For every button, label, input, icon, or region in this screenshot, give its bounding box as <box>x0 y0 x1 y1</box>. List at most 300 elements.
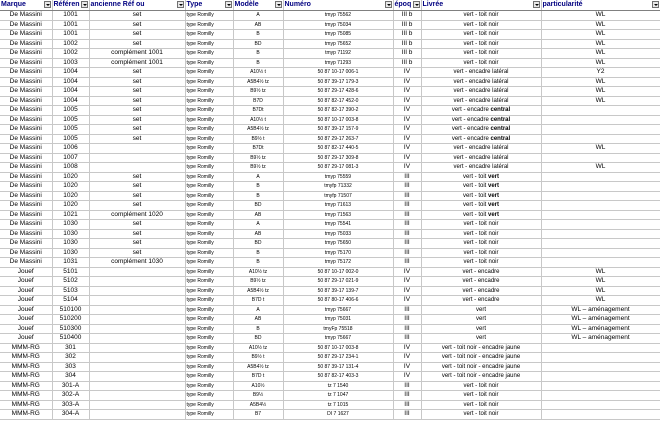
cell-marque[interactable]: Jouef <box>0 267 52 277</box>
cell-liv[interactable]: vert - toit noir - encadre jaune <box>421 372 541 382</box>
cell-marque[interactable]: MMM-RG <box>0 353 52 363</box>
cell-type[interactable]: type Romilly <box>185 315 233 325</box>
cell-anc[interactable]: set <box>89 30 185 40</box>
cell-ep[interactable]: IV <box>393 153 421 163</box>
cell-num[interactable]: 50 87 29-17 309-8 <box>283 153 393 163</box>
cell-mod[interactable]: AB <box>233 229 283 239</box>
cell-num[interactable]: tmyp 75562 <box>283 11 393 21</box>
filter-dropdown-icon[interactable] <box>81 1 88 8</box>
cell-liv[interactable]: vert - encadre latéral <box>421 96 541 106</box>
cell-mod[interactable]: B <box>233 30 283 40</box>
cell-type[interactable]: type Romilly <box>185 87 233 97</box>
cell-num[interactable]: tmyp 75650 <box>283 239 393 249</box>
cell-mod[interactable]: B9½ <box>233 391 283 401</box>
cell-liv[interactable]: vert - toit noir <box>421 58 541 68</box>
cell-part[interactable]: WL <box>541 49 660 59</box>
cell-type[interactable]: type Romilly <box>185 39 233 49</box>
cell-liv[interactable]: vert - encadre latéral <box>421 163 541 173</box>
cell-type[interactable]: type Romilly <box>185 30 233 40</box>
cell-ref[interactable]: 1020 <box>52 172 89 182</box>
cell-num[interactable]: tmyp 75541 <box>283 220 393 230</box>
cell-ref[interactable]: 1008 <box>52 163 89 173</box>
cell-anc[interactable] <box>89 362 185 372</box>
cell-type[interactable]: type Romilly <box>185 182 233 192</box>
cell-liv[interactable]: vert - encadre <box>421 277 541 287</box>
cell-mod[interactable]: B9½ t <box>233 134 283 144</box>
cell-anc[interactable]: set <box>89 106 185 116</box>
cell-mod[interactable]: B <box>233 49 283 59</box>
cell-anc[interactable]: set <box>89 182 185 192</box>
cell-marque[interactable]: Jouef <box>0 277 52 287</box>
cell-type[interactable]: type Romilly <box>185 115 233 125</box>
cell-part[interactable]: WL – aménagement <box>541 324 660 334</box>
cell-marque[interactable]: De Massini <box>0 58 52 68</box>
cell-ref[interactable]: 1031 <box>52 258 89 268</box>
cell-num[interactable]: tz 7 1047 <box>283 391 393 401</box>
cell-part[interactable]: WL <box>541 58 660 68</box>
cell-part[interactable]: WL – aménagement <box>541 315 660 325</box>
cell-num[interactable]: tmyp 71192 <box>283 49 393 59</box>
cell-ref[interactable]: 1030 <box>52 239 89 249</box>
cell-ep[interactable]: III <box>393 239 421 249</box>
cell-ep[interactable]: III <box>393 381 421 391</box>
cell-marque[interactable]: De Massini <box>0 87 52 97</box>
cell-anc[interactable]: set <box>89 239 185 249</box>
cell-liv[interactable]: vert - toit noir <box>421 239 541 249</box>
cell-num[interactable]: 50 87 39-17 179-3 <box>283 77 393 87</box>
cell-num[interactable]: 50 87 39-17 131-4 <box>283 362 393 372</box>
cell-liv[interactable]: vert <box>421 305 541 315</box>
cell-part[interactable] <box>541 115 660 125</box>
cell-num[interactable]: tmyp 75667 <box>283 305 393 315</box>
cell-type[interactable]: type Romilly <box>185 144 233 154</box>
cell-ep[interactable]: IV <box>393 115 421 125</box>
cell-mod[interactable]: B <box>233 182 283 192</box>
cell-ref[interactable]: 1001 <box>52 11 89 21</box>
cell-num[interactable]: tmyp 71563 <box>283 210 393 220</box>
cell-part[interactable] <box>541 239 660 249</box>
cell-anc[interactable]: set <box>89 115 185 125</box>
cell-liv[interactable]: vert - encadre central <box>421 115 541 125</box>
cell-liv[interactable]: vert - encadre latéral <box>421 77 541 87</box>
cell-part[interactable]: WL <box>541 20 660 30</box>
cell-marque[interactable]: Jouef <box>0 286 52 296</box>
cell-liv[interactable]: vert <box>421 315 541 325</box>
cell-mod[interactable]: A10½ t <box>233 68 283 78</box>
cell-liv[interactable]: vert - toit noir <box>421 381 541 391</box>
cell-ep[interactable]: III <box>393 248 421 258</box>
cell-part[interactable]: WL <box>541 11 660 21</box>
cell-marque[interactable]: MMM-RG <box>0 362 52 372</box>
cell-ref[interactable]: 1004 <box>52 96 89 106</box>
cell-num[interactable]: 50 87 29-17 021-9 <box>283 277 393 287</box>
cell-type[interactable]: type Romilly <box>185 343 233 353</box>
cell-liv[interactable]: vert - toit noir <box>421 229 541 239</box>
filter-dropdown-icon[interactable] <box>44 1 51 8</box>
cell-ref[interactable]: 1004 <box>52 68 89 78</box>
cell-type[interactable]: type Romilly <box>185 191 233 201</box>
cell-liv[interactable]: vert - toit noir - encadre jaune <box>421 353 541 363</box>
cell-marque[interactable]: De Massini <box>0 153 52 163</box>
cell-liv[interactable]: vert - toit noir - encadre jaune <box>421 343 541 353</box>
cell-ref[interactable]: 5103 <box>52 286 89 296</box>
cell-ep[interactable]: III <box>393 201 421 211</box>
cell-anc[interactable] <box>89 153 185 163</box>
cell-liv[interactable]: vert - encadre latéral <box>421 153 541 163</box>
cell-num[interactable]: 50 87 82-17 403-3 <box>283 372 393 382</box>
cell-type[interactable]: type Romilly <box>185 381 233 391</box>
cell-mod[interactable]: A10½ t <box>233 115 283 125</box>
cell-ref[interactable]: 510400 <box>52 334 89 344</box>
cell-liv[interactable]: vert - encadre latéral <box>421 144 541 154</box>
cell-anc[interactable]: set <box>89 68 185 78</box>
filter-dropdown-icon[interactable] <box>225 1 232 8</box>
cell-marque[interactable]: De Massini <box>0 182 52 192</box>
cell-anc[interactable]: set <box>89 201 185 211</box>
cell-marque[interactable]: De Massini <box>0 11 52 21</box>
cell-ref[interactable]: 5102 <box>52 277 89 287</box>
cell-num[interactable]: 50 87 82-17 440-5 <box>283 144 393 154</box>
cell-ep[interactable]: III <box>393 220 421 230</box>
cell-marque[interactable]: Jouef <box>0 296 52 306</box>
cell-anc[interactable] <box>89 296 185 306</box>
cell-ep[interactable]: IV <box>393 286 421 296</box>
cell-part[interactable]: WL <box>541 163 660 173</box>
cell-part[interactable] <box>541 201 660 211</box>
cell-ep[interactable]: IV <box>393 267 421 277</box>
cell-ref[interactable]: 1020 <box>52 201 89 211</box>
cell-mod[interactable]: B9½ tz <box>233 163 283 173</box>
cell-type[interactable]: type Romilly <box>185 372 233 382</box>
cell-mod[interactable]: A <box>233 305 283 315</box>
cell-num[interactable]: tmyp 75652 <box>283 39 393 49</box>
cell-part[interactable]: WL <box>541 39 660 49</box>
cell-part[interactable] <box>541 191 660 201</box>
cell-marque[interactable]: De Massini <box>0 20 52 30</box>
cell-ref[interactable]: 1006 <box>52 144 89 154</box>
cell-liv[interactable]: vert - toit noir <box>421 20 541 30</box>
cell-part[interactable]: WL <box>541 30 660 40</box>
cell-ep[interactable]: III <box>393 391 421 401</box>
cell-part[interactable]: WL <box>541 296 660 306</box>
cell-liv[interactable]: vert - encadre latéral <box>421 87 541 97</box>
cell-anc[interactable] <box>89 400 185 410</box>
cell-num[interactable]: tmyp 75033 <box>283 229 393 239</box>
cell-num[interactable]: tmyp 75085 <box>283 30 393 40</box>
cell-marque[interactable]: De Massini <box>0 144 52 154</box>
cell-marque[interactable]: MMM-RG <box>0 343 52 353</box>
cell-ref[interactable]: 1001 <box>52 20 89 30</box>
cell-anc[interactable] <box>89 286 185 296</box>
cell-ep[interactable]: III b <box>393 11 421 21</box>
cell-num[interactable]: 50 87 29-17 234-1 <box>283 353 393 363</box>
cell-num[interactable]: tmyp 75031 <box>283 315 393 325</box>
cell-num[interactable]: 50 87 80-17 406-6 <box>283 296 393 306</box>
cell-num[interactable]: tmyp 75559 <box>283 172 393 182</box>
cell-mod[interactable]: B7D <box>233 96 283 106</box>
cell-ep[interactable]: III <box>393 315 421 325</box>
filter-dropdown-icon[interactable] <box>652 1 659 8</box>
cell-part[interactable] <box>541 410 660 420</box>
cell-type[interactable]: type Romilly <box>185 201 233 211</box>
cell-marque[interactable]: De Massini <box>0 30 52 40</box>
cell-part[interactable] <box>541 220 660 230</box>
cell-part[interactable] <box>541 343 660 353</box>
cell-num[interactable]: tmyp 75172 <box>283 258 393 268</box>
cell-ep[interactable]: IV <box>393 296 421 306</box>
cell-marque[interactable]: De Massini <box>0 68 52 78</box>
cell-anc[interactable]: set <box>89 248 185 258</box>
cell-ref[interactable]: 304-A <box>52 410 89 420</box>
cell-type[interactable]: type Romilly <box>185 77 233 87</box>
cell-mod[interactable]: A5B4½ tz <box>233 286 283 296</box>
cell-num[interactable]: 50 87 39-17 157-9 <box>283 125 393 135</box>
cell-liv[interactable]: vert - toit noir <box>421 39 541 49</box>
cell-type[interactable]: type Romilly <box>185 400 233 410</box>
cell-ep[interactable]: III <box>393 410 421 420</box>
cell-anc[interactable]: set <box>89 134 185 144</box>
cell-mod[interactable]: A5B4½ tz <box>233 362 283 372</box>
cell-type[interactable]: type Romilly <box>185 353 233 363</box>
cell-num[interactable]: tmyp 75170 <box>283 248 393 258</box>
cell-ref[interactable]: 1020 <box>52 191 89 201</box>
cell-type[interactable]: type Romilly <box>185 11 233 21</box>
cell-num[interactable]: 50 87 10-17 003-8 <box>283 343 393 353</box>
cell-anc[interactable]: set <box>89 77 185 87</box>
filter-dropdown-icon[interactable] <box>413 1 420 8</box>
cell-num[interactable]: tz 7 1015 <box>283 400 393 410</box>
cell-type[interactable]: type Romilly <box>185 68 233 78</box>
cell-liv[interactable]: vert <box>421 334 541 344</box>
cell-ref[interactable]: 510300 <box>52 324 89 334</box>
cell-mod[interactable]: BD <box>233 39 283 49</box>
cell-marque[interactable]: MMM-RG <box>0 400 52 410</box>
cell-anc[interactable] <box>89 144 185 154</box>
cell-anc[interactable] <box>89 410 185 420</box>
cell-liv[interactable]: vert <box>421 324 541 334</box>
cell-anc[interactable] <box>89 372 185 382</box>
cell-liv[interactable]: vert - toit noir <box>421 11 541 21</box>
cell-ref[interactable]: 303-A <box>52 400 89 410</box>
cell-ref[interactable]: 1004 <box>52 77 89 87</box>
cell-ep[interactable]: IV <box>393 372 421 382</box>
cell-part[interactable]: WL <box>541 144 660 154</box>
cell-ep[interactable]: III <box>393 400 421 410</box>
cell-type[interactable]: type Romilly <box>185 125 233 135</box>
cell-liv[interactable]: vert - encadre <box>421 286 541 296</box>
cell-marque[interactable]: De Massini <box>0 163 52 173</box>
cell-part[interactable] <box>541 210 660 220</box>
cell-ep[interactable]: III <box>393 229 421 239</box>
cell-marque[interactable]: De Massini <box>0 172 52 182</box>
cell-num[interactable]: tmyp 71293 <box>283 58 393 68</box>
cell-ep[interactable]: III <box>393 182 421 192</box>
cell-liv[interactable]: vert - toit vert <box>421 182 541 192</box>
cell-mod[interactable]: B9½ t <box>233 353 283 363</box>
cell-num[interactable]: tmyfp 71507 <box>283 191 393 201</box>
cell-anc[interactable]: set <box>89 220 185 230</box>
cell-ep[interactable]: III b <box>393 49 421 59</box>
cell-type[interactable]: type Romilly <box>185 277 233 287</box>
cell-anc[interactable]: set <box>89 20 185 30</box>
cell-type[interactable]: type Romilly <box>185 239 233 249</box>
cell-marque[interactable]: MMM-RG <box>0 391 52 401</box>
cell-ref[interactable]: 1005 <box>52 115 89 125</box>
cell-ref[interactable]: 302 <box>52 353 89 363</box>
cell-marque[interactable]: De Massini <box>0 248 52 258</box>
cell-anc[interactable] <box>89 305 185 315</box>
cell-marque[interactable]: De Massini <box>0 191 52 201</box>
cell-marque[interactable]: De Massini <box>0 220 52 230</box>
cell-anc[interactable]: set <box>89 125 185 135</box>
cell-mod[interactable]: B7D t <box>233 372 283 382</box>
cell-anc[interactable] <box>89 315 185 325</box>
cell-type[interactable]: type Romilly <box>185 258 233 268</box>
filter-dropdown-icon[interactable] <box>385 1 392 8</box>
cell-marque[interactable]: Jouef <box>0 305 52 315</box>
cell-liv[interactable]: vert - encadre <box>421 267 541 277</box>
cell-type[interactable]: type Romilly <box>185 305 233 315</box>
cell-anc[interactable]: set <box>89 87 185 97</box>
cell-marque[interactable]: De Massini <box>0 210 52 220</box>
cell-marque[interactable]: De Massini <box>0 106 52 116</box>
cell-ref[interactable]: 1002 <box>52 49 89 59</box>
cell-mod[interactable]: B7Dt <box>233 106 283 116</box>
cell-mod[interactable]: B7Dt <box>233 144 283 154</box>
cell-part[interactable] <box>541 391 660 401</box>
cell-mod[interactable]: A10½ <box>233 381 283 391</box>
cell-anc[interactable] <box>89 267 185 277</box>
cell-ep[interactable]: III <box>393 305 421 315</box>
cell-marque[interactable]: De Massini <box>0 39 52 49</box>
cell-ep[interactable]: IV <box>393 362 421 372</box>
cell-num[interactable]: tmyfp 71332 <box>283 182 393 192</box>
cell-type[interactable]: type Romilly <box>185 391 233 401</box>
cell-type[interactable]: type Romilly <box>185 296 233 306</box>
cell-ref[interactable]: 302-A <box>52 391 89 401</box>
cell-ep[interactable]: III <box>393 172 421 182</box>
cell-anc[interactable]: set <box>89 39 185 49</box>
cell-part[interactable] <box>541 125 660 135</box>
cell-mod[interactable]: AB <box>233 20 283 30</box>
cell-ref[interactable]: 1021 <box>52 210 89 220</box>
cell-marque[interactable]: De Massini <box>0 239 52 249</box>
cell-ep[interactable]: IV <box>393 77 421 87</box>
cell-part[interactable]: Y2 <box>541 68 660 78</box>
cell-type[interactable]: type Romilly <box>185 163 233 173</box>
cell-part[interactable] <box>541 229 660 239</box>
cell-anc[interactable] <box>89 324 185 334</box>
cell-num[interactable]: tmyp 75034 <box>283 20 393 30</box>
cell-num[interactable]: 50 87 10-17 002-0 <box>283 267 393 277</box>
cell-num[interactable]: 50 87 29-17 081-3 <box>283 163 393 173</box>
cell-part[interactable] <box>541 258 660 268</box>
cell-num[interactable]: tmyp 75667 <box>283 334 393 344</box>
cell-ref[interactable]: 1005 <box>52 106 89 116</box>
cell-mod[interactable]: AB <box>233 315 283 325</box>
cell-num[interactable]: tz 7 1540 <box>283 381 393 391</box>
cell-num[interactable]: DI 7 1627 <box>283 410 393 420</box>
cell-type[interactable]: type Romilly <box>185 96 233 106</box>
cell-part[interactable] <box>541 106 660 116</box>
cell-ref[interactable]: 510100 <box>52 305 89 315</box>
cell-ref[interactable]: 1005 <box>52 125 89 135</box>
cell-part[interactable] <box>541 134 660 144</box>
cell-marque[interactable]: MMM-RG <box>0 410 52 420</box>
cell-part[interactable]: WL <box>541 87 660 97</box>
cell-ep[interactable]: IV <box>393 87 421 97</box>
cell-ep[interactable]: IV <box>393 353 421 363</box>
cell-num[interactable]: 50 87 10-17 006-1 <box>283 68 393 78</box>
cell-mod[interactable]: B <box>233 324 283 334</box>
cell-type[interactable]: type Romilly <box>185 267 233 277</box>
cell-anc[interactable] <box>89 163 185 173</box>
cell-liv[interactable]: vert - toit noir <box>421 248 541 258</box>
cell-part[interactable] <box>541 172 660 182</box>
cell-marque[interactable]: De Massini <box>0 49 52 59</box>
filter-dropdown-icon[interactable] <box>533 1 540 8</box>
cell-mod[interactable]: A5B4½ tz <box>233 125 283 135</box>
cell-ref[interactable]: 301 <box>52 343 89 353</box>
cell-anc[interactable]: complément 1020 <box>89 210 185 220</box>
cell-liv[interactable]: vert - toit noir - encadre jaune <box>421 362 541 372</box>
cell-mod[interactable]: B <box>233 248 283 258</box>
cell-part[interactable]: WL <box>541 277 660 287</box>
cell-ref[interactable]: 301-A <box>52 381 89 391</box>
cell-marque[interactable]: De Massini <box>0 229 52 239</box>
filter-dropdown-icon[interactable] <box>177 1 184 8</box>
cell-liv[interactable]: vert - encadre central <box>421 125 541 135</box>
cell-num[interactable]: 50 87 29-17 263-7 <box>283 134 393 144</box>
cell-num[interactable]: tmyFp 75518 <box>283 324 393 334</box>
cell-part[interactable] <box>541 182 660 192</box>
cell-liv[interactable]: vert - toit noir <box>421 49 541 59</box>
cell-ep[interactable]: IV <box>393 343 421 353</box>
cell-ref[interactable]: 510200 <box>52 315 89 325</box>
cell-num[interactable]: 50 87 39-17 139-7 <box>283 286 393 296</box>
cell-part[interactable] <box>541 353 660 363</box>
cell-ref[interactable]: 1005 <box>52 134 89 144</box>
cell-ref[interactable]: 303 <box>52 362 89 372</box>
cell-type[interactable]: type Romilly <box>185 334 233 344</box>
cell-part[interactable]: WL – aménagement <box>541 305 660 315</box>
cell-ep[interactable]: III b <box>393 30 421 40</box>
cell-ep[interactable]: IV <box>393 125 421 135</box>
cell-type[interactable]: type Romilly <box>185 286 233 296</box>
cell-ref[interactable]: 1030 <box>52 220 89 230</box>
cell-anc[interactable] <box>89 277 185 287</box>
cell-marque[interactable]: De Massini <box>0 96 52 106</box>
cell-part[interactable] <box>541 372 660 382</box>
cell-num[interactable]: 50 87 82-17 452-0 <box>283 96 393 106</box>
cell-marque[interactable]: Jouef <box>0 324 52 334</box>
cell-type[interactable]: type Romilly <box>185 210 233 220</box>
cell-ref[interactable]: 1001 <box>52 30 89 40</box>
cell-ref[interactable]: 1030 <box>52 229 89 239</box>
cell-marque[interactable]: Jouef <box>0 315 52 325</box>
cell-ref[interactable]: 1003 <box>52 58 89 68</box>
cell-anc[interactable] <box>89 391 185 401</box>
cell-marque[interactable]: De Massini <box>0 134 52 144</box>
cell-type[interactable]: type Romilly <box>185 20 233 30</box>
cell-mod[interactable]: B7 <box>233 410 283 420</box>
cell-liv[interactable]: vert - encadre central <box>421 106 541 116</box>
cell-mod[interactable]: B9½ tz <box>233 277 283 287</box>
cell-num[interactable]: 50 87 29-17 428-6 <box>283 87 393 97</box>
cell-liv[interactable]: vert - toit vert <box>421 201 541 211</box>
cell-type[interactable]: type Romilly <box>185 324 233 334</box>
cell-ref[interactable]: 304 <box>52 372 89 382</box>
